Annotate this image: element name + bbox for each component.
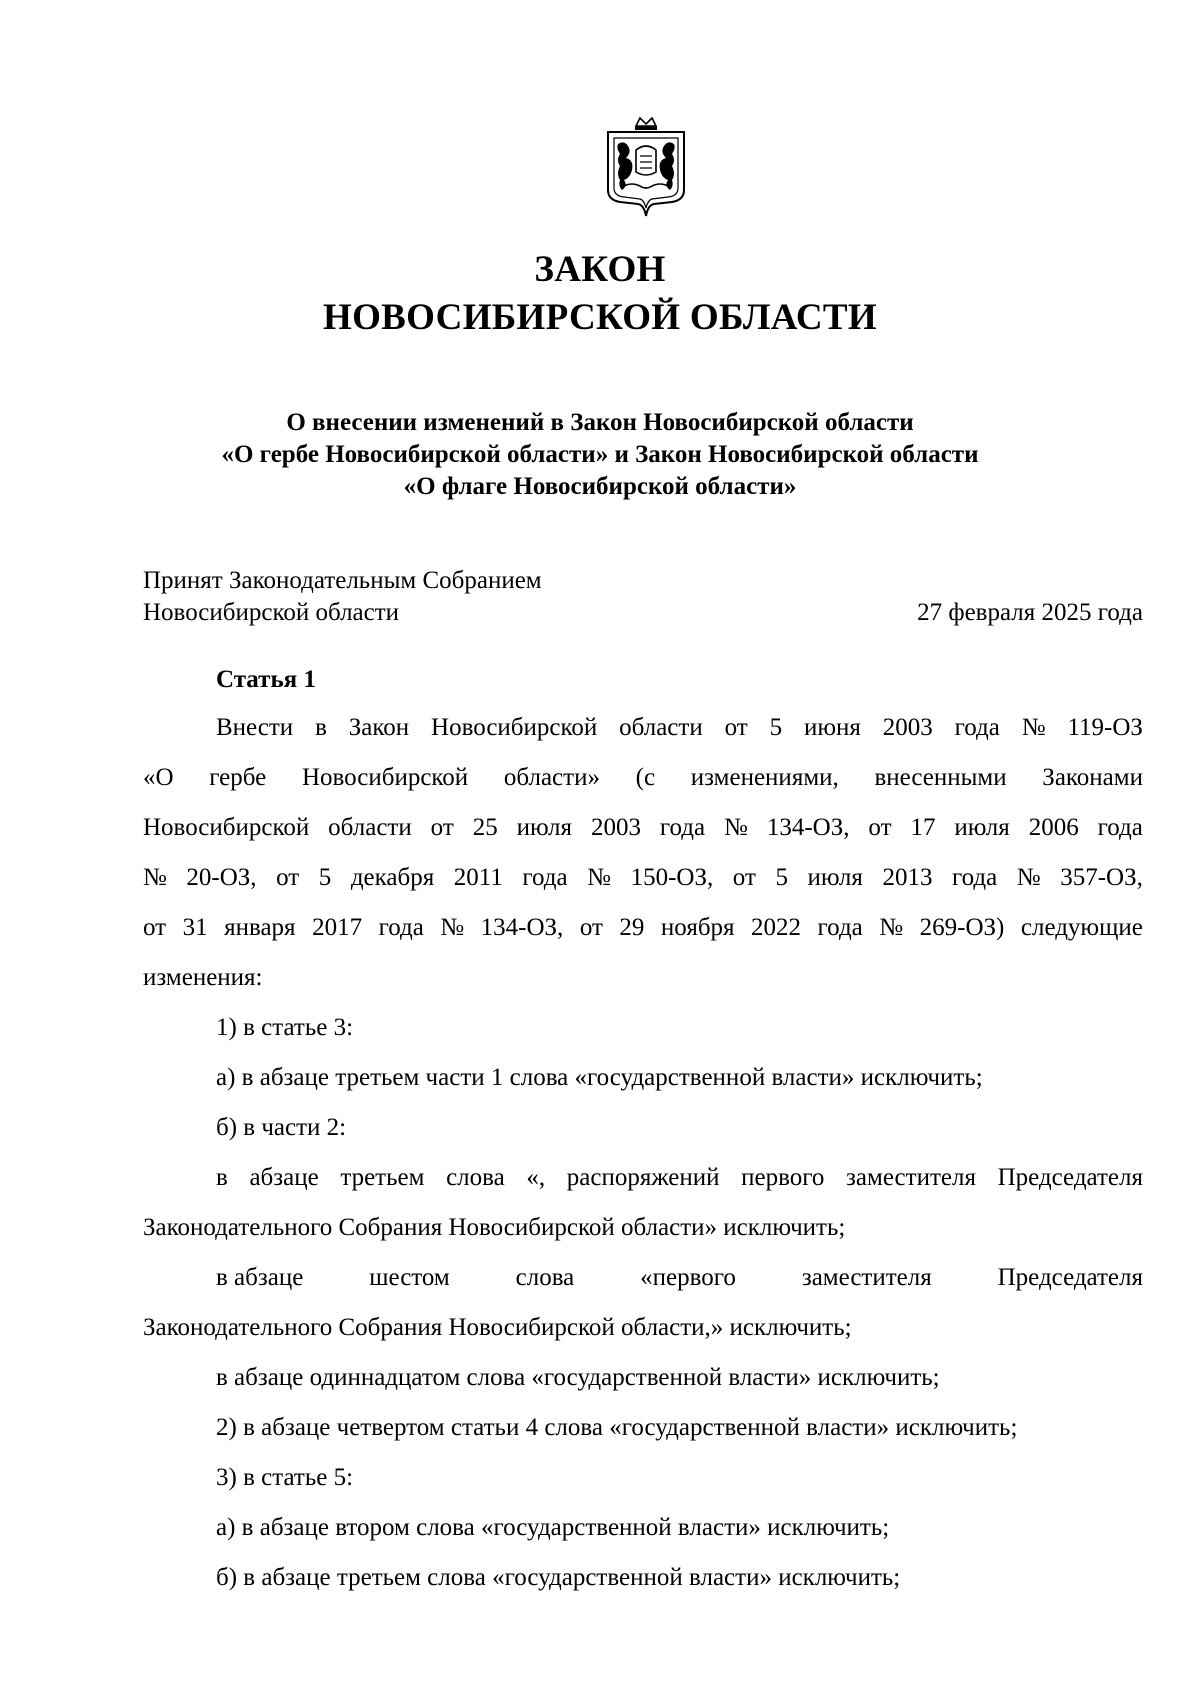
adoption-line2: Новосибирской области [143,599,400,626]
paragraph-line [216,1162,1143,1194]
word: в [216,1164,228,1191]
word: слова [446,1164,505,1191]
word: 119-ОЗ [1067,714,1143,741]
word: от [579,914,603,941]
doc-title-line2: НОВОСИБИРСКОЙ ОБЛАСТИ [323,297,877,338]
coat-of-arms-icon [602,116,690,220]
word: 2006 [1028,814,1079,841]
word: в абзаце [216,1264,304,1291]
word: Закон [348,714,410,741]
word: 2011 [453,864,503,891]
word: внесенными [874,764,1007,791]
list-item: а) в абзаце третьем части 1 слова «государственной власти» исключить; [216,1064,983,1091]
word: области» [503,764,600,791]
word: от [430,814,454,841]
word: 5 [769,714,783,741]
doc-subtitle-line2: «О гербе Новосибирской области» и Закон Новосибирской области [221,441,979,468]
word: года [659,814,706,841]
word: № [587,864,612,891]
word: Новосибирской [301,764,469,791]
list-item: 2) в абзаце четвертом статьи 4 слова «государственной власти» исключить; [216,1414,1018,1441]
list-item: в абзаце одиннадцатом слова «государственной власти» исключить; [216,1364,940,1391]
list-item: 3) в статье 5: [216,1464,354,1491]
word: от [868,814,892,841]
word: заместителя [846,1164,976,1191]
word: следующие [1020,914,1143,941]
word: года [954,714,1000,741]
word: 269-ОЗ) [919,914,1005,941]
word: 31 [182,914,208,941]
word: года [378,914,424,941]
word: «, [526,1164,546,1191]
list-item: б) в части 2: [216,1114,347,1141]
word: области [328,814,412,841]
paragraph-line [143,862,1143,894]
word: слова [515,1264,575,1291]
word: шестом [369,1264,450,1291]
word: Председателя [997,1164,1143,1191]
word: 357-ОЗ, [1060,864,1143,891]
word: 5 [318,864,332,891]
word: Внести [216,714,294,741]
adoption-line1: Принят Законодательным Собранием [143,567,542,594]
paragraph-line: Законодательного Собрания Новосибирской области» исключить; [143,1214,846,1241]
word: 2013 [882,864,933,891]
word: 2003 [882,714,933,741]
paragraph-line [143,762,1143,794]
word: № [879,914,904,941]
word: 29 [619,914,645,941]
word: июля [807,864,863,891]
adoption-date: 27 февраля 2025 года [917,599,1143,626]
word: области [619,714,703,741]
word: года [1097,814,1143,841]
word: первого [741,1164,825,1191]
word: гербе [209,764,267,791]
word: третьем [340,1164,425,1191]
paragraph-line [143,912,1143,944]
list-item: 1) в статье 3: [216,1014,354,1041]
word: № [440,914,465,941]
doc-subtitle-line1: О внесении изменений в Закон Новосибирской области [286,409,914,436]
word: заместителя [801,1264,932,1291]
word: № [724,814,748,841]
word: июля [516,814,573,841]
word: 2022 [751,914,802,941]
word: декабря [350,864,435,891]
word: января [224,914,296,941]
word: № [1021,714,1046,741]
paragraph-line [143,812,1143,844]
list-item: а) в абзаце втором слова «государственной власти» исключить; [216,1514,890,1541]
word: 2017 [312,914,363,941]
word: Новосибирской [143,814,310,841]
word: (с [635,764,656,791]
paragraph-line [216,712,1143,744]
word: «О [143,764,174,791]
word: 20-ОЗ, [186,864,257,891]
word: от [143,914,167,941]
word: Законами [1042,764,1143,791]
word: 25 [472,814,498,841]
word: 17 [910,814,936,841]
word: 150-ОЗ, [630,864,714,891]
word: 134-ОЗ, [766,814,850,841]
word: Новосибирской [431,714,598,741]
doc-subtitle-line3: «О флаге Новосибирской области» [403,473,797,500]
word: 5 [775,864,788,891]
word: ноября [660,914,735,941]
word: Председателя [997,1264,1143,1291]
article-title: Статья 1 [216,666,316,693]
word: от [732,864,756,891]
word: года [817,914,863,941]
paragraph-line: изменения: [143,964,263,991]
word: от [724,714,748,741]
word: 134-ОЗ, [480,914,564,941]
word: июля [954,814,1010,841]
word: «первого [640,1264,736,1291]
word: июня [803,714,861,741]
paragraph-line [216,1262,1143,1294]
doc-title-line1: ЗАКОН [534,249,666,290]
word: 2003 [590,814,641,841]
word: от [276,864,300,891]
word: года [952,864,998,891]
word: № [143,864,167,891]
word: изменениями, [690,764,839,791]
word: в [315,714,327,741]
word: распоряжений [566,1164,720,1191]
list-item: б) в абзаце третьем слова «государственной власти» исключить; [216,1564,901,1591]
word: № [1016,864,1041,891]
word: года [522,864,568,891]
paragraph-line: Законодательного Собрания Новосибирской области,» исключить; [143,1314,852,1341]
word: абзаце [249,1164,319,1191]
